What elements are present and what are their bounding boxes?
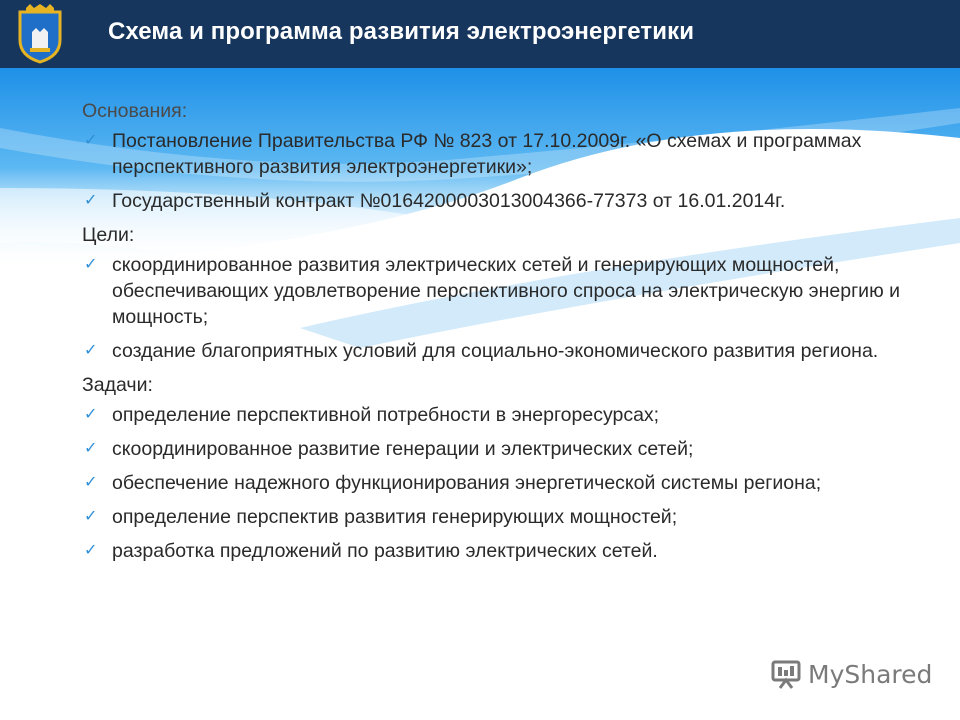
checkmark-icon: ✓ [84, 404, 98, 423]
list-item-text: определение перспектив развития генерирующих мощностей; [112, 506, 678, 528]
list-item [82, 188, 952, 214]
region-coat-of-arms-icon [16, 4, 64, 64]
section-grounds [82, 98, 952, 214]
section-tasks [82, 372, 952, 564]
list-item [82, 402, 952, 428]
list-item-text: разработка предложений по развитию электрических сетей. [112, 540, 658, 562]
list-item-text: обеспечение надежного функционирования энергетической системы региона; [112, 472, 822, 494]
bullet-list [82, 402, 952, 564]
list-item-text: создание благоприятных условий для социально-экономического развития региона. [112, 340, 879, 362]
list-item-text: Государственный контракт №0164200003013004366-77373 от 16.01.2014г. [112, 190, 786, 212]
section-heading: Цели: [82, 224, 135, 246]
checkmark-icon: ✓ [84, 540, 98, 559]
section-heading: Основания: [82, 100, 188, 122]
checkmark-icon: ✓ [84, 506, 98, 525]
list-item [82, 338, 952, 364]
page-title: Схема и программа развития электроэнергетики [108, 18, 695, 45]
bullet-list [82, 252, 952, 364]
list-item-text: скоординированное развитие генерации и электрических сетей; [112, 438, 694, 460]
checkmark-icon: ✓ [84, 472, 98, 491]
bullet-list [82, 128, 952, 214]
list-item-text: определение перспективной потребности в энергоресурсах; [112, 404, 660, 426]
list-item [82, 504, 952, 530]
list-item [82, 436, 952, 462]
list-item [82, 470, 952, 496]
checkmark-icon: ✓ [84, 130, 98, 149]
list-item [82, 128, 952, 180]
section-heading: Задачи: [82, 374, 153, 396]
checkmark-icon: ✓ [84, 254, 98, 273]
header-bar [0, 0, 960, 68]
checkmark-icon: ✓ [84, 190, 98, 209]
list-item [82, 538, 952, 564]
list-item-text: скоординированное развития электрических сетей и генерирующих мощностей, обеспечивающих удовлетворение перспективного спроса на электрическую энергию и мощность; [112, 254, 901, 328]
watermark-text: MyShared [808, 660, 933, 689]
content-body [82, 98, 952, 572]
section-goals [82, 222, 952, 364]
watermark [770, 656, 940, 696]
presentation-board-icon [770, 658, 802, 690]
list-item [82, 252, 952, 330]
checkmark-icon: ✓ [84, 438, 98, 457]
list-item-text: Постановление Правительства РФ № 823 от 17.10.2009г. «О схемах и программах перспективного развития электроэнергетики»; [112, 130, 862, 178]
checkmark-icon: ✓ [84, 340, 98, 359]
